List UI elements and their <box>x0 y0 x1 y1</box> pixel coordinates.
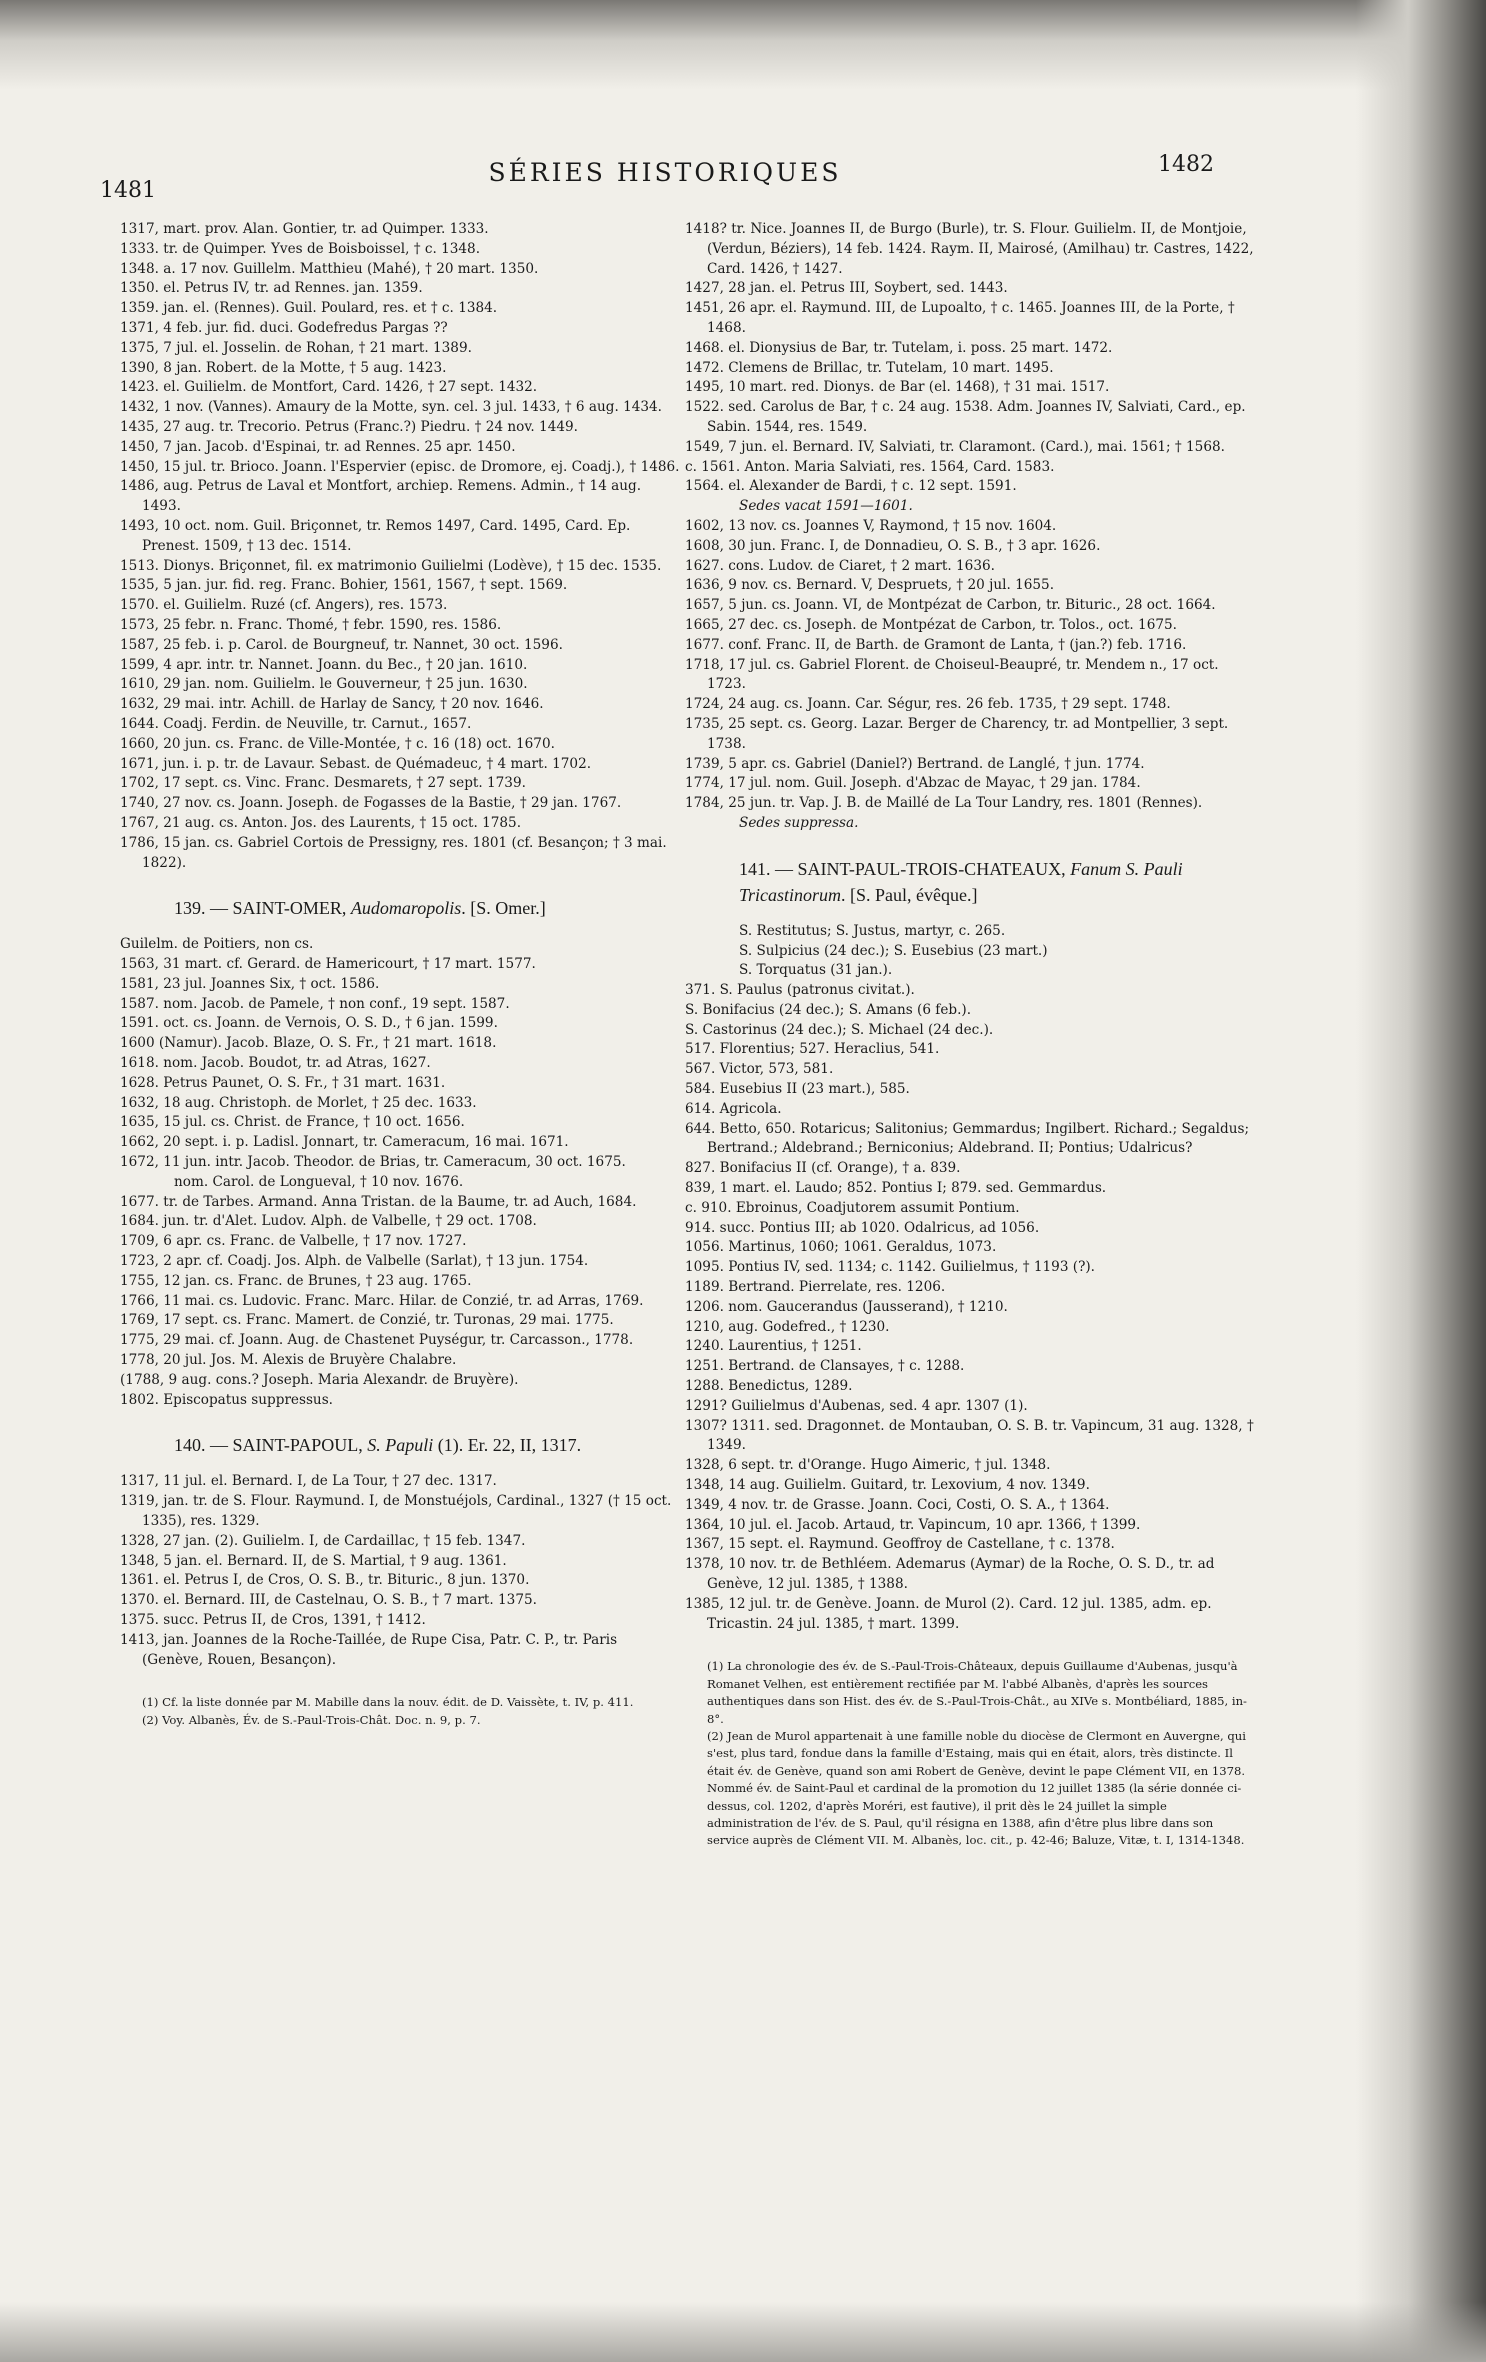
right-column <box>685 220 1255 1850</box>
list-item: 1513. Dionys. Briçonnet, fil. ex matrimonio Guilielmi (Lodève), † 15 dec. 1535. <box>120 557 662 574</box>
sede-vacante-note: Sedes vacat 1591—1601. <box>739 498 913 515</box>
section-latin-name: Audomaropolis <box>350 898 462 919</box>
page-number-left: 1481 <box>100 178 156 203</box>
list-item: 1472. Clemens de Brillac, tr. Tutelam, 10 mart. 1495. <box>685 359 1054 376</box>
list-item: 1718, 17 jul. cs. Gabriel Florent. de Choiseul-Beaupré, tr. Mendem n., 17 oct. 1723. <box>685 656 1219 693</box>
section-patron: . [S. Omer.] <box>461 898 546 919</box>
list-item: 1450, 15 jul. tr. Brioco. Joann. l'Espervier (episc. de Dromore, ej. Coadj.), † 1486. <box>120 458 680 475</box>
section-reference: (1). Er. 22, II, 1317. <box>433 1435 582 1456</box>
list-item: 1251. Bertrand. de Clansayes, † c. 1288. <box>685 1358 965 1375</box>
list-item: 1348. a. 17 nov. Guillelm. Matthieu (Mahé), † 20 mart. 1350. <box>120 260 539 277</box>
list-item: 1371, 4 feb. jur. fid. duci. Godefredus Pargas ?? <box>120 319 448 336</box>
list-item: 1774, 17 jul. nom. Guil. Joseph. d'Abzac de Mayac, † 29 jan. 1784. <box>685 775 1141 792</box>
list-item: 914. succ. Pontius III; ab 1020. Odalricus, ad 1056. <box>685 1219 1040 1236</box>
list-item: 1535, 5 jan. jur. fid. reg. Franc. Bohier, 1561, 1567, † sept. 1569. <box>120 577 568 594</box>
list-item: 1370. el. Bernard. III, de Castelnau, O. S. B., † 7 mart. 1375. <box>120 1592 537 1609</box>
list-item: 1724, 24 aug. cs. Joann. Car. Ségur, res. 26 feb. 1735, † 29 sept. 1748. <box>685 696 1171 713</box>
list-item: 1587. nom. Jacob. de Pamele, † non conf., 19 sept. 1587. <box>120 995 510 1012</box>
list-item: 644. Betto, 650. Rotaricus; Salitonius; Gemmardus; Ingilbert. Richard.; Segaldus; Bertrand.; Aldebrand.; Berniconius; Aldebrand. II; Pontius; Udalricus? <box>685 1120 1250 1157</box>
list-item: 1288. Benedictus, 1289. <box>685 1378 853 1395</box>
list-item: 1291? Guilielmus d'Aubenas, sed. 4 apr. 1307 (1). <box>685 1397 1028 1414</box>
list-item: 1367, 15 sept. el. Raymund. Geoffroy de Castellane, † c. 1378. <box>685 1536 1115 1553</box>
scan-shadow-right <box>1356 0 1486 2362</box>
list-item: 1591. oct. cs. Joann. de Vernois, O. S. D., † 6 jan. 1599. <box>120 1015 498 1032</box>
list-item: 1677. tr. de Tarbes. Armand. Anna Tristan. de la Baume, tr. ad Auch, 1684. <box>120 1193 637 1210</box>
section-patron: . [S. Paul, évêque.] <box>841 884 978 905</box>
list-item: S. Bonifacius (24 dec.); S. Amans (6 feb.). <box>685 1001 972 1018</box>
list-item: 1451, 26 apr. el. Raymund. III, de Lupoalto, † c. 1465. Joannes III, de la Porte, † 1468. <box>685 300 1235 336</box>
list-item: 1317, mart. prov. Alan. Gontier, tr. ad Quimper. 1333. <box>120 221 489 237</box>
list-item: c. 910. Ebroinus, Coadjutorem assumit Pontium. <box>685 1199 1020 1216</box>
entries-list <box>120 1472 680 1670</box>
list-item: 1361. el. Petrus I, de Cros, O. S. B., tr. Bituric., 8 jun. 1370. <box>120 1572 530 1589</box>
list-item: 1418? tr. Nice. Joannes II, de Burgo (Burle), tr. S. Flour. Guilielm. II, de Montjoie, (Verdun, Béziers), 14 feb. 1424. Raym. II, Mairosé, (Amilhau) tr. Castres, 1422, Card. 1426, † 1427. <box>685 221 1254 277</box>
footnote: (1) Cf. la liste donnée par M. Mabille dans la nouv. édit. de D. Vaissète, t. IV, p. 411. <box>142 1695 634 1710</box>
list-item: 1522. sed. Carolus de Bar, † c. 24 aug. 1538. Adm. Joannes IV, Salviati, Card., ep. Sabin. 1544, res. 1549. <box>685 399 1246 435</box>
section-title: 140. — SAINT-PAPOUL, <box>174 1435 368 1456</box>
list-item: 1240. Laurentius, † 1251. <box>685 1338 862 1355</box>
list-item: 1495, 10 mart. red. Dionys. de Bar (el. 1468), † 31 mai. 1517. <box>685 379 1110 396</box>
list-item: 1317, 11 jul. el. Bernard. I, de La Tour, † 27 dec. 1317. <box>120 1473 497 1490</box>
list-item: 1636, 9 nov. cs. Bernard. V, Despruets, † 20 jul. 1655. <box>685 577 1055 594</box>
list-item: 827. Bonifacius II (cf. Orange), † a. 839. <box>685 1160 961 1177</box>
list-item: 1632, 29 mai. intr. Achill. de Harlay de Sancy, † 20 nov. 1646. <box>120 696 544 713</box>
list-item: 839, 1 mart. el. Laudo; 852. Pontius I; 879. sed. Gemmardus. <box>685 1180 1107 1197</box>
list-item: 1769, 17 sept. cs. Franc. Mamert. de Conzié, tr. Turonas, 29 mai. 1775. <box>120 1312 614 1329</box>
footnote: (1) La chronologie des év. de S.-Paul-Trois-Châteaux, depuis Guillaume d'Aubenas, jusqu'à Romanet Velhen, est entièrement rectifiée par M. l'abbé Albanès, d'après les sources authentiques dans son Hist. des év. de S.-Paul-Trois-Chât., au XIVe s. Montbéliard, 1885, in-8°. <box>707 1659 1247 1726</box>
list-item: 1677. conf. Franc. II, de Barth. de Gramont de Lanta, † (jan.?) feb. 1716. <box>685 636 1187 653</box>
list-item: 371. S. Paulus (patronus civitat.). <box>685 982 915 999</box>
list-item: 1600 (Namur). Jacob. Blaze, O. S. Fr., † 21 mart. 1618. <box>120 1035 497 1052</box>
scan-shadow-top <box>0 0 1486 90</box>
list-item: 1427, 28 jan. el. Petrus III, Soybert, sed. 1443. <box>685 280 1008 297</box>
see-suppressed-note: Sedes suppressa. <box>739 814 859 831</box>
list-item: 1644. Coadj. Ferdin. de Neuville, tr. Carnut., 1657. <box>120 715 472 732</box>
list-item: 1564. el. Alexander de Bardi, † c. 12 sept. 1591. <box>685 478 1017 495</box>
list-item: 1635, 15 jul. cs. Christ. de France, † 10 oct. 1656. <box>120 1114 465 1131</box>
list-item: 1672, 11 jun. intr. Jacob. Theodor. de Brias, tr. Cameracum, 30 oct. 1675. <box>120 1154 626 1171</box>
list-item: 1307? 1311. sed. Dragonnet. de Montauban, O. S. B. tr. Vapincum, 31 aug. 1328, † 1349. <box>685 1417 1254 1454</box>
entries-list <box>120 1193 680 1411</box>
running-title: SÉRIES HISTORIQUES <box>488 158 842 187</box>
list-item: 1632, 18 aug. Christoph. de Morlet, † 25 dec. 1633. <box>120 1094 477 1111</box>
nomination-entry: nom. Carol. de Longueval, † 10 nov. 1676. <box>174 1173 464 1190</box>
list-item: 1206. nom. Gaucerandus (Jausserand), † 1210. <box>685 1298 1008 1315</box>
list-item: 1684. jun. tr. d'Alet. Ludov. Alph. de Valbelle, † 29 oct. 1708. <box>120 1213 537 1230</box>
list-item: 1493, 10 oct. nom. Guil. Briçonnet, tr. Remos 1497, Card. 1495, Card. Ep. Prenest. 1509, † 13 dec. 1514. <box>120 517 631 554</box>
section-heading-140 <box>120 1432 680 1458</box>
section-heading-139 <box>120 895 680 921</box>
section-latin-name: Fanum S. Pauli Tricastinorum <box>739 858 1183 905</box>
list-item: 1378, 10 nov. tr. de Bethléem. Ademarus (Aymar) de la Roche, O. S. D., tr. ad Genève, 12 jul. 1385, † 1388. <box>685 1556 1215 1592</box>
list-item: 1348, 5 jan. el. Bernard. II, de S. Martial, † 9 aug. 1361. <box>120 1552 507 1569</box>
list-item: (1788, 9 aug. cons.? Joseph. Maria Alexandr. de Bruyère). <box>120 1371 519 1388</box>
list-item: S. Restitutus; S. Justus, martyr, c. 265. <box>739 922 1006 939</box>
list-item: 1423. el. Guilielm. de Montfort, Card. 1426, † 27 sept. 1432. <box>120 379 538 396</box>
list-item: 567. Victor, 573, 581. <box>685 1061 834 1078</box>
list-item: 1657, 5 jun. cs. Joann. VI, de Montpézat de Carbon, tr. Bituric., 28 oct. 1664. <box>685 597 1216 614</box>
list-item: 1350. el. Petrus IV, tr. ad Rennes. jan. 1359. <box>120 280 423 297</box>
list-item: S. Torquatus (31 jan.). <box>739 962 893 979</box>
list-item: 1189. Bertrand. Pierrelate, res. 1206. <box>685 1279 946 1296</box>
list-item: 1610, 29 jan. nom. Guilielm. le Gouverneur, † 25 jun. 1630. <box>120 676 528 693</box>
list-item: Guilelm. de Poitiers, non cs. <box>120 936 314 953</box>
list-item: 1328, 27 jan. (2). Guilielm. I, de Cardaillac, † 15 feb. 1347. <box>120 1532 526 1549</box>
list-item: 1662, 20 sept. i. p. Ladisl. Jonnart, tr. Cameracum, 16 mai. 1671. <box>120 1134 569 1151</box>
list-item: 1432, 1 nov. (Vannes). Amaury de la Motte, syn. cel. 3 jul. 1433, † 6 aug. 1434. <box>120 399 663 416</box>
list-item: 1570. el. Guilielm. Ruzé (cf. Angers), res. 1573. <box>120 597 448 614</box>
list-item: 1095. Pontius IV, sed. 1134; c. 1142. Guilielmus, † 1193 (?). <box>685 1259 1096 1276</box>
page-number-right: 1482 <box>1158 152 1214 177</box>
entries-list <box>685 220 1255 497</box>
list-item: 1468. el. Dionysius de Bar, tr. Tutelam, i. poss. 25 mart. 1472. <box>685 339 1113 356</box>
list-item: 1775, 29 mai. cf. Joann. Aug. de Chastenet Puységur, tr. Carcasson., 1778. <box>120 1332 634 1349</box>
entries-list <box>120 935 680 1173</box>
list-item: 1766, 11 mai. cs. Ludovic. Franc. Marc. Hilar. de Conzié, tr. ad Arras, 1769. <box>120 1292 644 1309</box>
list-item: 1563, 31 mart. cf. Gerard. de Hamericourt, † 17 mart. 1577. <box>120 956 536 973</box>
entries-list <box>120 220 680 873</box>
section-latin-name: S. Papuli <box>367 1435 434 1456</box>
list-item: 1618. nom. Jacob. Boudot, tr. ad Atras, 1627. <box>120 1055 431 1072</box>
footnotes <box>120 1694 680 1729</box>
footnote: (2) Voy. Albanès, Év. de S.-Paul-Trois-Chât. Doc. n. 9, p. 7. <box>142 1712 481 1727</box>
list-item: 1549, 7 jun. el. Bernard. IV, Salviati, tr. Claramont. (Card.), mai. 1561; † 1568. <box>685 438 1225 455</box>
section-title: 139. — SAINT-OMER, <box>174 898 351 919</box>
footnote: (2) Jean de Murol appartenait à une famille noble du diocèse de Clermont en Auvergne, qui s'est, plus tard, fondue dans la famille d'Estaing, mais qui en était, alors, très distincte. Il était év. de Genève, quand son ami Robert de Genève, devint le pape Clément VII, en 1378. Nommé év. de Saint-Paul et cardinal de la promotion du 12 juillet 1385 (la série donnée ci-dessus, col. 1202, d'après Moréri, est fautive), il prit dès le 24 juillet la simple administration de l'év. de S. Paul, qu'il résigna en 1388, afin d'être plus libre dans son service auprès de Clément VII. M. Albanès, loc. cit., p. 42-46; Baluze, Vitæ, t. I, 1314-1348. <box>707 1729 1246 1848</box>
list-item: 1435, 27 aug. tr. Trecorio. Petrus (Franc.?) Piedru. † 24 nov. 1449. <box>120 418 578 435</box>
list-item: 1627. cons. Ludov. de Ciaret, † 2 mart. 1636. <box>685 557 995 574</box>
list-item: 1349, 4 nov. tr. de Grasse. Joann. Coci, Costi, O. S. A., † 1364. <box>685 1496 1110 1513</box>
list-item: 1413, jan. Joannes de la Roche-Taillée, de Rupe Cisa, Patr. C. P., tr. Paris (Genève, Rouen, Besançon). <box>120 1631 618 1668</box>
list-item: 1210, aug. Godefred., † 1230. <box>685 1318 890 1335</box>
list-item: 1450, 7 jan. Jacob. d'Espinai, tr. ad Rennes. 25 apr. 1450. <box>120 438 516 455</box>
list-item: 584. Eusebius II (23 mart.), 585. <box>685 1081 910 1098</box>
list-item: 1333. tr. de Quimper. Yves de Boisboissel, † c. 1348. <box>120 240 481 257</box>
list-item: 1778, 20 jul. Jos. M. Alexis de Bruyère Chalabre. <box>120 1352 457 1369</box>
section-title: 141. — SAINT-PAUL-TROIS-CHATEAUX, <box>739 858 1071 879</box>
list-item: S. Sulpicius (24 dec.); S. Eusebius (23 mart.) <box>739 942 1048 959</box>
list-item: 1735, 25 sept. cs. Georg. Lazar. Berger de Charency, tr. ad Montpellier, 3 sept. 1738. <box>685 715 1229 752</box>
plain-entries-list <box>685 922 1255 981</box>
list-item: 1599, 4 apr. intr. tr. Nannet. Joann. du Bec., † 20 jan. 1610. <box>120 656 528 673</box>
list-item: c. 1561. Anton. Maria Salviati, res. 1564, Card. 1583. <box>685 458 1055 475</box>
list-item: 1740, 27 nov. cs. Joann. Joseph. de Fogasses de la Bastie, † 29 jan. 1767. <box>120 795 622 812</box>
list-item: 1364, 10 jul. el. Jacob. Artaud, tr. Vapincum, 10 apr. 1366, † 1399. <box>685 1516 1141 1533</box>
list-item: 1802. Episcopatus suppressus. <box>120 1391 333 1408</box>
list-item: 1348, 14 aug. Guilielm. Guitard, tr. Lexovium, 4 nov. 1349. <box>685 1477 1090 1494</box>
list-item: 1056. Martinus, 1060; 1061. Geraldus, 1073. <box>685 1239 997 1256</box>
list-item: 1723, 2 apr. cf. Coadj. Jos. Alph. de Valbelle (Sarlat), † 13 jun. 1754. <box>120 1253 589 1270</box>
list-item: 1602, 13 nov. cs. Joannes V, Raymond, † 15 nov. 1604. <box>685 517 1057 534</box>
list-item: 1328, 6 sept. tr. d'Orange. Hugo Aimeric, † jul. 1348. <box>685 1457 1051 1474</box>
list-item: 1739, 5 apr. cs. Gabriel (Daniel?) Bertrand. de Langlé, † jun. 1774. <box>685 755 1145 772</box>
list-item: 1486, aug. Petrus de Laval et Montfort, archiep. Remens. Admin., † 14 aug. 1493. <box>120 478 642 515</box>
entries-list <box>685 981 1255 1634</box>
list-item: 1573, 25 febr. n. Franc. Thomé, † febr. 1590, res. 1586. <box>120 616 502 633</box>
list-item: 1359. jan. el. (Rennes). Guil. Poulard, res. et † c. 1384. <box>120 300 498 317</box>
scan-shadow-bottom <box>0 2302 1486 2362</box>
list-item: 1702, 17 sept. cs. Vinc. Franc. Desmarets, † 27 sept. 1739. <box>120 775 526 792</box>
entries-list <box>685 517 1255 814</box>
left-column <box>120 220 680 1729</box>
list-item: 1319, jan. tr. de S. Flour. Raymund. I, de Monstuéjols, Cardinal., 1327 († 15 oct. 1335), res. 1329. <box>120 1493 672 1530</box>
list-item: 1385, 12 jul. tr. de Genève. Joann. de Murol (2). Card. 12 jul. 1385, adm. ep. Tricastin. 24 jul. 1385, † mart. 1399. <box>685 1595 1212 1632</box>
list-item: 1786, 15 jan. cs. Gabriel Cortois de Pressigny, res. 1801 (cf. Besançon; † 3 mai. 1822). <box>120 834 667 871</box>
list-item: 1581, 23 jul. Joannes Six, † oct. 1586. <box>120 975 380 992</box>
list-item: S. Castorinus (24 dec.); S. Michael (24 dec.). <box>685 1021 994 1038</box>
list-item: 1709, 6 apr. cs. Franc. de Valbelle, † 17 nov. 1727. <box>120 1233 467 1250</box>
list-item: 1671, jun. i. p. tr. de Lavaur. Sebast. de Quémadeuc, † 4 mart. 1702. <box>120 755 592 772</box>
list-item: 517. Florentius; 527. Heraclius, 541. <box>685 1041 940 1058</box>
list-item: 614. Agricola. <box>685 1100 782 1117</box>
list-item: 1784, 25 jun. tr. Vap. J. B. de Maillé de La Tour Landry, res. 1801 (Rennes). <box>685 795 1203 812</box>
list-item: 1660, 20 jun. cs. Franc. de Ville-Montée, † c. 16 (18) oct. 1670. <box>120 735 555 752</box>
list-item: 1755, 12 jan. cs. Franc. de Brunes, † 23 aug. 1765. <box>120 1272 472 1289</box>
list-item: 1375, 7 jul. el. Josselin. de Rohan, † 21 mart. 1389. <box>120 339 472 356</box>
list-item: 1767, 21 aug. cs. Anton. Jos. des Laurents, † 15 oct. 1785. <box>120 814 522 831</box>
footnotes <box>685 1658 1255 1849</box>
list-item: 1665, 27 dec. cs. Joseph. de Montpézat de Carbon, tr. Tolos., oct. 1675. <box>685 616 1177 633</box>
list-item: 1375. succ. Petrus II, de Cros, 1391, † 1412. <box>120 1612 426 1628</box>
list-item: 1628. Petrus Paunet, O. S. Fr., † 31 mart. 1631. <box>120 1074 446 1091</box>
list-item: 1390, 8 jan. Robert. de la Motte, † 5 aug. 1423. <box>120 359 447 376</box>
list-item: 1587, 25 feb. i. p. Carol. de Bourgneuf, tr. Nannet, 30 oct. 1596. <box>120 636 563 653</box>
list-item: 1608, 30 jun. Franc. I, de Donnadieu, O. S. B., † 3 apr. 1626. <box>685 537 1101 554</box>
section-heading-141 <box>685 856 1255 908</box>
